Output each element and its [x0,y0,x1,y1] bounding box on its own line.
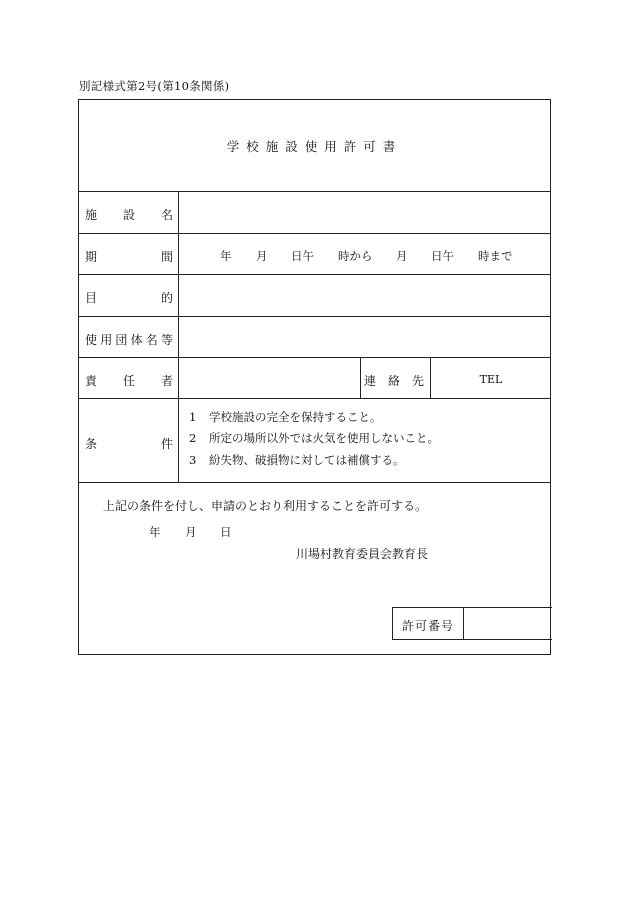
label-char: 責 [85,374,98,388]
label-char: 等 [160,333,173,347]
condition-item [189,409,382,425]
label-char: 体 [130,333,143,347]
period-month-end: 月 [396,249,408,263]
condition-number: 3 [189,453,197,467]
label-char: 用 [100,333,113,347]
divider [79,398,550,399]
condition-text: 学校施設の完全を保持すること。 [209,410,382,424]
approval-day: 日 [220,525,232,539]
permit-number-box [392,607,552,640]
form-reference: 別記様式第2号(第10条関係) [79,79,230,93]
label-char: 名 [145,333,158,347]
permit-number-label: 許可番号 [401,619,454,633]
label-char: 絡 [387,374,400,388]
facility-name-label [85,206,173,223]
label-char: 使 [85,333,98,347]
label-char: 目 [85,291,98,305]
label-char: 団 [115,333,128,347]
label-char: 期 [85,250,98,264]
divider [360,357,361,398]
conditions-label [85,435,173,452]
contact-label [364,372,424,389]
period-day-am-end: 日午 [431,249,454,263]
approval-month: 月 [185,525,197,539]
permit-form [78,99,551,655]
condition-number: 2 [189,431,197,445]
issuer-name: 川場村教育委員会教育長 [296,547,429,561]
approval-statement: 上記の条件を付し、申請のとおり利用することを許可する。 [103,499,428,513]
condition-item [189,452,405,468]
label-char: 条 [85,437,98,451]
period-label [85,248,173,265]
divider [79,357,550,358]
responsible-person-label [85,372,173,389]
form-title: 学校施設使用許可書 [226,139,403,154]
period-until: 時まで [478,249,513,263]
tel-label: TEL [479,373,503,386]
label-char: 者 [160,374,173,388]
label-char: 件 [160,437,173,451]
label-char: 間 [160,250,173,264]
divider [79,482,550,483]
period-from: 時から [338,249,373,263]
approval-year: 年 [149,525,161,539]
period-month: 月 [256,249,268,263]
divider [79,233,550,234]
label-char: 先 [411,374,424,388]
label-char: 設 [122,208,135,222]
divider [79,274,550,275]
divider [178,191,179,482]
label-char: 任 [122,374,135,388]
group-name-label [85,331,173,348]
label-char: 名 [160,208,173,222]
period-year: 年 [220,249,232,263]
condition-item [189,430,439,446]
condition-text: 紛失物、破損物に対しては補償する。 [209,453,405,467]
label-char: 連 [364,374,377,388]
period-day-am: 日午 [291,249,314,263]
label-char: 施 [85,208,98,222]
divider [463,608,464,639]
divider [79,316,550,317]
label-char: 的 [160,291,173,305]
purpose-label [85,289,173,306]
condition-text: 所定の場所以外では火気を使用しないこと。 [209,431,439,445]
condition-number: 1 [189,410,197,424]
divider [79,191,550,192]
